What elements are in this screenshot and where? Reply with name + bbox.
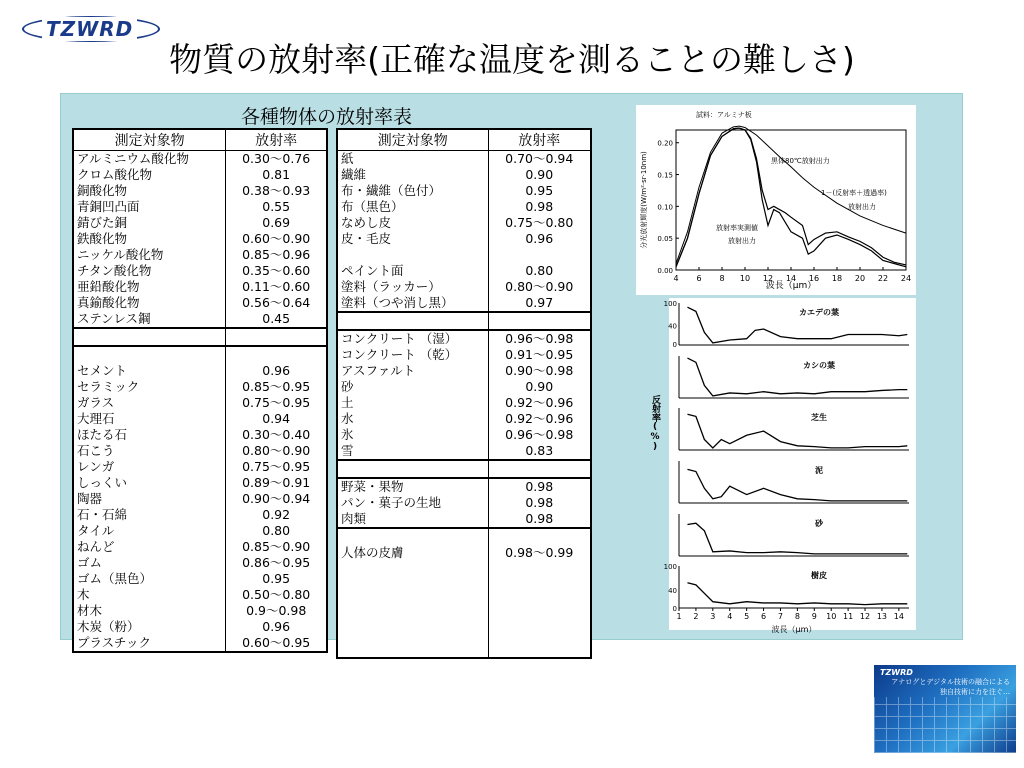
object-name	[73, 328, 226, 346]
object-name: パン・菓子の生地	[341, 495, 442, 510]
object-name: 水	[341, 411, 354, 426]
table-row	[73, 459, 327, 475]
emissivity-value: 0.75〜0.95	[226, 459, 327, 475]
table-row	[337, 312, 591, 330]
x-tick-label: 1	[676, 612, 682, 621]
table-row	[337, 427, 591, 443]
object-name: 塗料（ラッカー）	[341, 279, 441, 294]
series-label: 砂	[815, 519, 823, 528]
table-row	[337, 183, 591, 199]
table-row	[337, 545, 591, 561]
object-name: 青銅凹凸面	[77, 199, 140, 214]
table-row	[73, 395, 327, 411]
emissivity-value: 0.98	[488, 478, 591, 495]
table-row	[73, 587, 327, 603]
table-row	[337, 593, 591, 609]
x-axis-label: 波長（μm）	[771, 625, 817, 634]
annotation-output: 放射出力	[848, 203, 876, 211]
y-tick-label: 0	[672, 340, 677, 349]
object-name: セラミック	[77, 379, 140, 394]
x-tick-label: 24	[900, 274, 912, 283]
emissivity-value	[226, 346, 327, 363]
emissivity-value: 0.92〜0.96	[488, 395, 591, 411]
table-row	[73, 247, 327, 263]
emissivity-value: 0.90	[488, 379, 591, 395]
table-row	[337, 478, 591, 495]
object-name: ガラス	[77, 395, 115, 410]
emissivity-value: 0.90〜0.94	[226, 491, 327, 507]
object-name: ほたる石	[77, 427, 128, 442]
chart-title: 試料：アルミナ板	[696, 111, 752, 119]
object-name: コンクリート （乾）	[341, 347, 458, 362]
emissivity-value: 0.80	[488, 263, 591, 279]
table-row	[73, 379, 327, 395]
table-row	[337, 199, 591, 215]
table-row	[73, 363, 327, 379]
emissivity-table-left	[72, 128, 328, 653]
series-line	[687, 583, 907, 605]
emissivity-value: 0.55	[226, 199, 327, 215]
x-tick-label: 2	[693, 612, 699, 621]
table-row	[73, 507, 327, 523]
emissivity-value: 0.95	[226, 571, 327, 587]
object-name	[337, 460, 488, 478]
emissivity-value: 0.85〜0.96	[226, 247, 327, 263]
series-label: 泥	[815, 466, 823, 475]
object-name: ゴム（黒色）	[77, 571, 153, 586]
emissivity-value	[488, 312, 591, 330]
series-line	[687, 523, 907, 554]
emissivity-value: 0.85〜0.95	[226, 379, 327, 395]
x-tick-label: 8	[794, 612, 800, 621]
object-name	[73, 346, 226, 363]
emissivity-value: 0.85〜0.90	[226, 539, 327, 555]
object-name: 陶器	[77, 491, 103, 506]
series-label: カエデの葉	[799, 308, 839, 317]
emissivity-value	[226, 328, 327, 346]
table-row	[337, 460, 591, 478]
emissivity-value: 0.50〜0.80	[226, 587, 327, 603]
object-name: 雪	[341, 443, 354, 458]
object-name: 石・石綿	[77, 507, 128, 522]
table-row	[337, 641, 591, 658]
y-tick-label: 40	[668, 322, 677, 331]
emissivity-value: 0.96	[226, 363, 327, 379]
header-object: 測定対象物	[73, 129, 226, 151]
table-row	[73, 279, 327, 295]
table-row	[337, 379, 591, 395]
object-name: タイル	[77, 523, 115, 538]
emissivity-value: 0.80	[226, 523, 327, 539]
object-name: 大理石	[77, 411, 115, 426]
table-row	[73, 555, 327, 571]
object-name	[337, 593, 488, 609]
table-row	[73, 346, 327, 363]
object-name: 石こう	[77, 443, 115, 458]
emissivity-value: 0.92〜0.96	[488, 411, 591, 427]
x-tick-label: 3	[710, 612, 716, 621]
x-tick-label: 10	[739, 274, 751, 283]
y-axis-label: 分光放射輝度(W/m²·sr·10nm)	[640, 151, 648, 249]
decorative-banner	[874, 665, 1016, 753]
table-row	[73, 475, 327, 491]
emissivity-value: 0.98	[488, 199, 591, 215]
object-name: 銅酸化物	[77, 183, 128, 198]
object-name: クロム酸化物	[77, 167, 153, 182]
emissivity-value	[488, 609, 591, 625]
object-name: チタン酸化物	[77, 263, 152, 278]
y-tick-label: 0.20	[657, 139, 673, 148]
table-row	[73, 619, 327, 635]
emissivity-value: 0.90〜0.98	[488, 363, 591, 379]
object-name: 真鍮酸化物	[77, 295, 140, 310]
x-tick-label: 7	[777, 612, 784, 621]
header-object: 測定対象物	[337, 129, 488, 151]
table-row	[73, 603, 327, 619]
emissivity-value: 0.96〜0.98	[488, 330, 591, 347]
emissivity-value: 0.81	[226, 167, 327, 183]
object-name	[337, 641, 488, 658]
table-row	[73, 263, 327, 279]
table-row	[73, 328, 327, 346]
table-row	[73, 183, 327, 199]
table-row	[337, 495, 591, 511]
object-name: 布（黒色）	[341, 199, 404, 214]
emissivity-value	[488, 593, 591, 609]
table-row	[73, 427, 327, 443]
header-emissivity: 放射率	[488, 129, 591, 151]
x-tick-label: 10	[826, 612, 837, 621]
y-tick-label: 100	[663, 563, 677, 571]
x-tick-label: 12	[859, 612, 871, 621]
table-row	[337, 561, 591, 577]
table-row	[337, 443, 591, 460]
series-line-2	[676, 128, 906, 267]
series-label: カシの葉	[803, 361, 835, 370]
x-tick-label: 8	[719, 274, 725, 283]
reflectance-chart	[663, 298, 916, 634]
emissivity-value: 0.56〜0.64	[226, 295, 327, 311]
object-name	[337, 312, 488, 330]
object-name: 肉類	[341, 511, 367, 526]
table-row	[73, 231, 327, 247]
object-name: アスファルト	[341, 363, 416, 378]
x-tick-label: 14	[785, 274, 797, 283]
object-name: ゴム	[77, 555, 103, 570]
x-tick-label: 18	[831, 274, 843, 283]
plot-frame	[676, 130, 906, 270]
object-name: 砂	[341, 379, 354, 394]
x-tick-label: 6	[696, 274, 702, 283]
table-row	[337, 247, 591, 263]
table-row	[73, 523, 327, 539]
emissivity-value: 0.80〜0.90	[488, 279, 591, 295]
x-tick-label: 16	[808, 274, 820, 283]
emissivity-value: 0.45	[226, 311, 327, 328]
object-name: 錆びた銅	[77, 215, 128, 230]
table-row	[337, 167, 591, 183]
object-name: 皮・毛皮	[341, 231, 392, 246]
object-name: 亜鉛酸化物	[77, 279, 140, 294]
object-name	[337, 609, 488, 625]
emissivity-value: 0.60〜0.90	[226, 231, 327, 247]
emissivity-value: 0.94	[226, 411, 327, 427]
emissivity-value: 0.96	[226, 619, 327, 635]
x-tick-label: 4	[673, 274, 679, 283]
table-row	[73, 635, 327, 652]
object-name: コンクリート （湿）	[337, 330, 488, 347]
emissivity-value: 0.69	[226, 215, 327, 231]
table-row	[337, 279, 591, 295]
radiance-chart	[636, 105, 916, 295]
table-row	[337, 231, 591, 247]
object-name: 木	[77, 587, 90, 602]
table-row	[73, 199, 327, 215]
series-line	[687, 414, 907, 448]
x-tick-label: 5	[744, 612, 750, 621]
emissivity-value: 0.98	[488, 495, 591, 511]
emissivity-value: 0.90	[488, 167, 591, 183]
object-name: 塗料（つや消し黒）	[341, 295, 454, 310]
emissivity-value: 0.83	[488, 443, 591, 460]
emissivity-value: 0.97	[488, 295, 591, 312]
table-row	[337, 263, 591, 279]
series-line	[687, 307, 907, 343]
table-row	[73, 311, 327, 328]
emissivity-value: 0.70〜0.94	[488, 151, 591, 168]
table-row	[337, 347, 591, 363]
object-name	[337, 528, 488, 545]
banner-text-1: アナログとデジタル技術の融合による	[891, 678, 1010, 686]
logo-text: TZWRD	[42, 17, 137, 41]
y-tick-label: 0.10	[657, 203, 673, 212]
object-name: 土	[341, 395, 354, 410]
emissivity-value: 0.98	[488, 511, 591, 528]
x-tick-label: 12	[762, 274, 774, 283]
x-tick-label: 13	[876, 612, 888, 621]
object-name: プラスチック	[77, 635, 152, 650]
object-name: ステンレス鋼	[77, 311, 151, 326]
object-name: ペイント面	[341, 263, 404, 278]
emissivity-value	[488, 561, 591, 577]
emissivity-value: 0.75〜0.95	[226, 395, 327, 411]
table-row	[73, 295, 327, 311]
x-tick-label: 6	[761, 612, 767, 621]
reflectance-axis-label: 反射率(%)	[650, 395, 660, 452]
y-tick-label: 100	[663, 300, 677, 308]
y-tick-label: 40	[668, 587, 677, 595]
emissivity-value	[488, 528, 591, 545]
emissivity-value: 0.96〜0.98	[488, 427, 591, 443]
table-row	[73, 151, 327, 168]
header-emissivity: 放射率	[226, 129, 327, 151]
table-row	[73, 539, 327, 555]
object-name: 布・繊維（色付）	[341, 183, 442, 198]
emissivity-value: 0.9〜0.98	[226, 603, 327, 619]
emissivity-value: 0.98〜0.99	[488, 545, 591, 561]
table-row	[337, 363, 591, 379]
series-label: 芝生	[811, 413, 827, 422]
emissivity-value: 0.75〜0.80	[488, 215, 591, 231]
object-name: 氷	[341, 427, 354, 442]
table-row	[337, 215, 591, 231]
object-name	[337, 247, 488, 263]
table-row	[337, 151, 591, 168]
emissivity-value: 0.30〜0.76	[226, 151, 327, 168]
table-row	[337, 395, 591, 411]
x-tick-label: 22	[877, 274, 889, 283]
x-tick-label: 4	[727, 612, 733, 621]
table-row	[337, 577, 591, 593]
emissivity-value: 0.91〜0.95	[488, 347, 591, 363]
emissivity-value: 0.80〜0.90	[226, 443, 327, 459]
table-row	[73, 215, 327, 231]
emissivity-value: 0.92	[226, 507, 327, 523]
emissivity-value: 0.86〜0.95	[226, 555, 327, 571]
reflectance-chart-box	[663, 298, 916, 634]
table-row	[337, 511, 591, 528]
emissivity-value	[488, 625, 591, 641]
x-tick-label: 14	[893, 612, 904, 621]
object-name: しっくい	[77, 475, 128, 490]
annotation-blackbody: 黒体80℃放射出力	[771, 157, 830, 165]
object-name: 繊維	[341, 167, 367, 182]
object-name	[337, 577, 488, 593]
object-name	[337, 625, 488, 641]
emissivity-value: 0.38〜0.93	[226, 183, 327, 199]
object-name: なめし皮	[341, 215, 392, 230]
object-name: セメント	[77, 363, 128, 378]
y-tick-label: 0.05	[657, 235, 673, 244]
emissivity-value: 0.11〜0.60	[226, 279, 327, 295]
object-name: 木炭（粉）	[77, 619, 140, 634]
banner-text-2: 独自技術に力を注ぐ…	[940, 688, 1010, 696]
table-row	[337, 625, 591, 641]
object-name: 人体の皮膚	[341, 545, 404, 560]
emissivity-value	[488, 641, 591, 658]
table-row	[337, 411, 591, 427]
emissivity-value: 0.60〜0.95	[226, 635, 327, 652]
banner-grid	[874, 697, 1016, 753]
emissivity-value: 0.89〜0.91	[226, 475, 327, 491]
emissivity-table-right	[336, 128, 592, 659]
table-row	[337, 330, 591, 347]
object-name: 紙	[341, 151, 354, 166]
table-row	[73, 491, 327, 507]
object-name: 野菜・果物	[337, 478, 488, 495]
table-row	[73, 443, 327, 459]
table-title: 各種物体の放射率表	[240, 106, 412, 128]
emissivity-value: 0.30〜0.40	[226, 427, 327, 443]
emissivity-value: 0.35〜0.60	[226, 263, 327, 279]
emissivity-value	[488, 577, 591, 593]
object-name: ねんど	[77, 539, 115, 554]
table-row	[337, 295, 591, 312]
y-tick-label: 0.15	[657, 171, 673, 180]
emissivity-value: 0.95	[488, 183, 591, 199]
table-row	[73, 571, 327, 587]
object-name	[337, 561, 488, 577]
series-line	[687, 469, 907, 501]
series-line	[687, 358, 907, 396]
annotation-measured: 放射率実測値	[716, 224, 758, 232]
x-tick-label: 20	[854, 274, 866, 283]
y-tick-label: 0.00	[657, 267, 673, 275]
series-line-1	[676, 128, 906, 267]
object-name: 鉄酸化物	[77, 231, 128, 246]
radiance-chart-box	[636, 105, 916, 295]
annotation-one-minus: 1－(反射率＋透過率)	[821, 189, 887, 197]
table-row	[73, 411, 327, 427]
object-name: アルミニウム酸化物	[77, 151, 189, 166]
object-name: 材木	[77, 603, 103, 618]
table-row	[337, 609, 591, 625]
x-axis-label: 波長（μm）	[765, 281, 817, 291]
x-tick-label: 11	[843, 612, 854, 621]
table-row	[73, 167, 327, 183]
table-row	[337, 528, 591, 545]
annotation-output-2: 放射出力	[728, 237, 756, 245]
object-name: レンガ	[77, 459, 115, 474]
page-title: 物質の放射率(正確な温度を測ることの難しさ)	[169, 40, 855, 79]
emissivity-value	[488, 247, 591, 263]
x-tick-label: 9	[811, 612, 817, 621]
series-label: 樹皮	[811, 571, 827, 580]
object-name: ニッケル酸化物	[77, 247, 164, 262]
y-tick-label: 0	[672, 605, 677, 613]
emissivity-value	[488, 460, 591, 478]
emissivity-value: 0.96	[488, 231, 591, 247]
banner-logo: TZWRD	[880, 668, 913, 677]
